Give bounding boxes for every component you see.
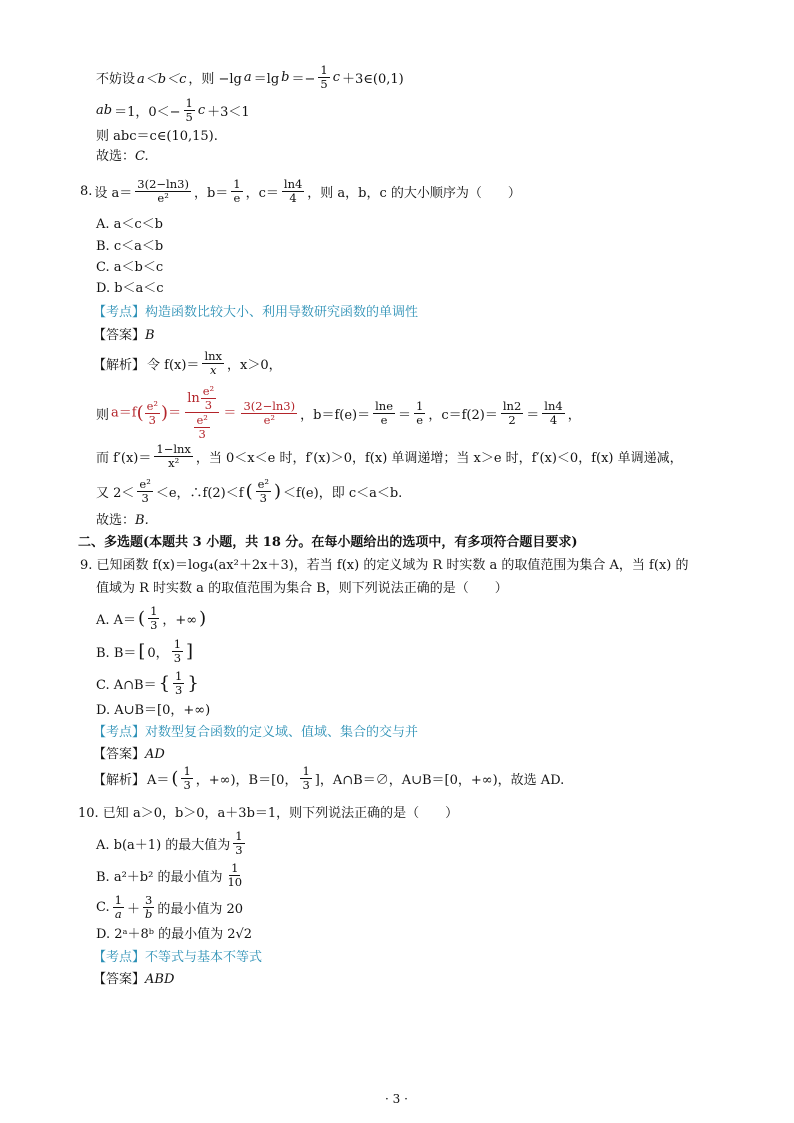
prev-solution-line-3: 则 abc＝c∈(10,15). xyxy=(96,129,218,144)
q9-stem-line-1: 9. 已知函数 f(x)＝log₄(ax²＋2x＋3)，若当 f(x) 的定义域为 R 时实数 a 的取值范围为集合 A，当 f(x) 的 xyxy=(80,558,689,573)
q8-analysis-line-2: 则 a＝f( $\frac{\text{e²}}{3}$ )＝ ln e² 3 e² 3 ＝ $\frac{3(2-\ln 3)}{\text{e²}}$ ，b＝f(e)＝ lne e ＝ 1 e ，c＝f(2)＝ ln2 2 ＝ ln4 4 ， xyxy=(96,384,581,441)
q8-option-c: C. a＜b＜c xyxy=(96,260,164,275)
q9-kaodian: 【考点】对数型复合函数的定义域、值域、集合的交与并 xyxy=(93,725,419,740)
q9-stem-line-2: 值域为 R 时实数 a 的取值范围为集合 B，则下列说法正确的是（ ） xyxy=(96,581,508,596)
q10-option-a: A. b(a＋1) 的最大值为 1 3 xyxy=(96,829,243,857)
q10-kaodian: 【考点】不等式与基本不等式 xyxy=(93,950,263,965)
q10-stem: 10. 已知 a＞0，b＞0，a＋3b＝1，则下列说法正确的是（ ） xyxy=(78,806,459,821)
q9-option-b: B. B＝ [ 0， 1 3 ] xyxy=(96,637,194,665)
q10-option-b: B. a²＋b² 的最小值为 1 10 xyxy=(96,861,243,889)
q8-analysis-line-3: 而 f′(x)＝ 1−lnx x² ，当 0＜x＜e 时，f′(x)＞0，f(x) 单调递增；当 x＞e 时，f′(x)＜0，f(x) 单调递减， xyxy=(96,442,683,470)
q10-answer: 【答案】ABD xyxy=(93,972,175,987)
page-number: · 3 · xyxy=(385,1092,408,1106)
q9-option-d: D. A∪B＝[0，+∞) xyxy=(96,703,211,718)
q10-option-c: C. 1 a ＋ 3 b 的最小值为 20 xyxy=(96,893,244,921)
q8-option-d: D. b＜a＜c xyxy=(96,281,164,296)
section-2-heading: 二、多选题(本题共 3 小题，共 18 分。在每小题给出的选项中，有多项符合题目要求) xyxy=(78,535,578,550)
prev-solution-conclusion: 故选：C. xyxy=(96,149,149,164)
q9-analysis: 【解析】 A＝ ( 1 3 ，+∞)，B＝[0， 1 3 ]，A∩B＝∅，A∪B＝[0，+∞)，故选 AD. xyxy=(93,764,565,792)
q8-conclusion: 故选：B. xyxy=(96,513,149,528)
q8-stem: 8. 设 a＝ 3(2−ln3) e² ，b＝ 1 e ，c＝ ln4 4 ，则 a，b，c 的大小顺序为（ ） xyxy=(80,177,521,205)
q10-option-d: D. 2ᵃ＋8ᵇ 的最小值为 2√2 xyxy=(96,927,253,942)
q9-option-a: A. A＝ ( 1 3 ，+∞ ) xyxy=(96,604,207,632)
q8-kaodian: 【考点】构造函数比较大小、利用导数研究函数的单调性 xyxy=(93,305,419,320)
q8-answer: 【答案】B xyxy=(93,328,155,343)
q8-analysis-line-1: 【解析】 令 f(x)＝ lnx x ，x＞0， xyxy=(93,349,282,377)
q9-answer: 【答案】AD xyxy=(93,747,165,762)
prev-solution-line-1: 不妨设 a＜b＜c ，则 −lg a ＝lg b ＝− $\frac{1}{5}$ c ＋3∈(0,1) xyxy=(96,63,404,91)
q9-option-c: C. A∩B＝ { 1 3 } xyxy=(96,669,199,697)
q8-analysis-line-4: 又 2＜ e² 3 ＜e，∴f(2)＜f ( e² 3 ) ＜f(e)，即 c＜a＜b. xyxy=(96,477,403,505)
q8-option-a: A. a＜c＜b xyxy=(96,217,164,232)
q8-option-b: B. c＜a＜b xyxy=(96,239,164,254)
prev-solution-line-2: ab ＝1，0＜− $\frac{1}{5}$ c ＋3＜1 xyxy=(96,96,250,124)
